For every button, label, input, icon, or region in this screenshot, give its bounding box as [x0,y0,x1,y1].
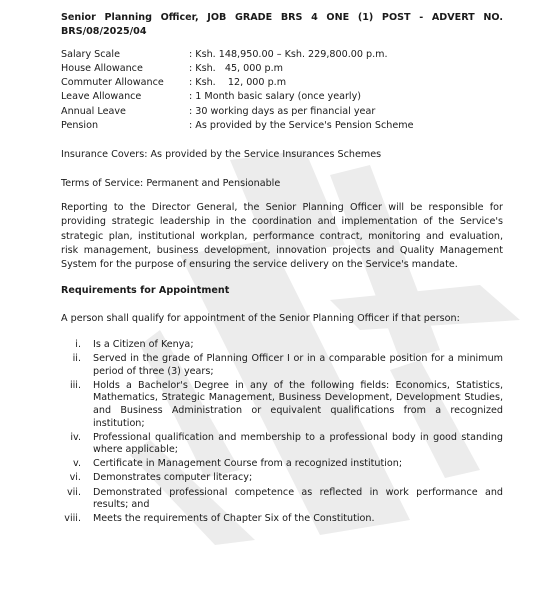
requirements-heading: Requirements for Appointment [61,285,230,297]
requirements-intro: A person shall qualify for appointment of the Senior Planning Officer if that person: [61,312,460,324]
item-number: vi. [69,472,81,484]
item-number: vii. [66,486,81,498]
list-item [61,472,503,485]
item-text: Is a Citizen of Kenya; [93,339,194,351]
list-item [61,380,503,430]
list-item [61,487,503,512]
terms-of-service-text: Terms of Service: Permanent and Pensionable [61,177,281,189]
list-item [61,458,503,471]
item-text: Served in the grade of Planning Officer I or in a comparable position for a minimum period of three (3) years; [93,353,503,377]
item-text: Demonstrates computer literacy; [93,472,253,484]
term-label: Salary Scale [61,48,120,60]
list-item [61,353,503,378]
advert-number: BRS/08/2025/04 [61,26,147,38]
term-value: : As provided by the Service's Pension Scheme [189,120,414,132]
item-text: Professional qualification and membership to a professional body in good standing where applicable; [93,431,503,456]
list-item [61,432,503,457]
term-value: : Ksh. 12, 000 p.m [189,77,287,89]
item-text: Holds a Bachelor's Degree in any of the following fields: Economics, Statistics, Mathematics, Strategic Management, Business Development, Development Studies, and Business Administration or equivalent qualifications from a recognized institution; [93,379,503,429]
item-number: iv. [70,431,81,443]
term-label: Commuter Allowance [61,77,164,89]
item-number: viii. [64,513,81,525]
term-label: Annual Leave [61,105,126,117]
item-text: Meets the requirements of Chapter Six of the Constitution. [93,513,375,525]
term-label: Pension [61,120,99,132]
terms-table [61,48,503,134]
item-number: ii. [72,353,81,365]
list-item [61,513,503,526]
term-value: : Ksh. 148,950.00 – Ksh. 229,800.00 p.m. [189,48,388,60]
term-value: : 1 Month basic salary (once yearly) [189,91,362,103]
requirements-list [61,339,503,526]
term-value: : 30 working days as per financial year [189,105,376,117]
document-page [61,11,503,527]
list-item [61,339,503,352]
term-label: House Allowance [61,62,143,74]
item-text: Demonstrated professional competence as reflected in work performance and results; and [93,486,503,511]
term-label: Leave Allowance [61,91,142,103]
term-value: : Ksh. 45, 000 p.m [189,62,284,74]
insurance-text: Insurance Covers: As provided by the Service Insurances Schemes [61,149,382,161]
advert-title: Senior Planning Officer, JOB GRADE BRS 4 ONE (1) POST - ADVERT NO. [61,12,503,23]
item-number: v. [73,458,81,470]
item-number: iii. [69,379,81,391]
job-description: Reporting to the Director General, the Senior Planning Officer will be responsible for providing strategic leadership in the coordination and implementation of the Service's strategic plan, institutional workplan, performance contract, monitoring and evaluation, risk management, business development, innovation projects and Quality Management System for the purpose of ensuring the service delivery on the Service's mandate. [61,201,503,271]
item-text: Certificate in Management Course from a recognized institution; [93,458,403,470]
item-number: i. [75,339,81,351]
